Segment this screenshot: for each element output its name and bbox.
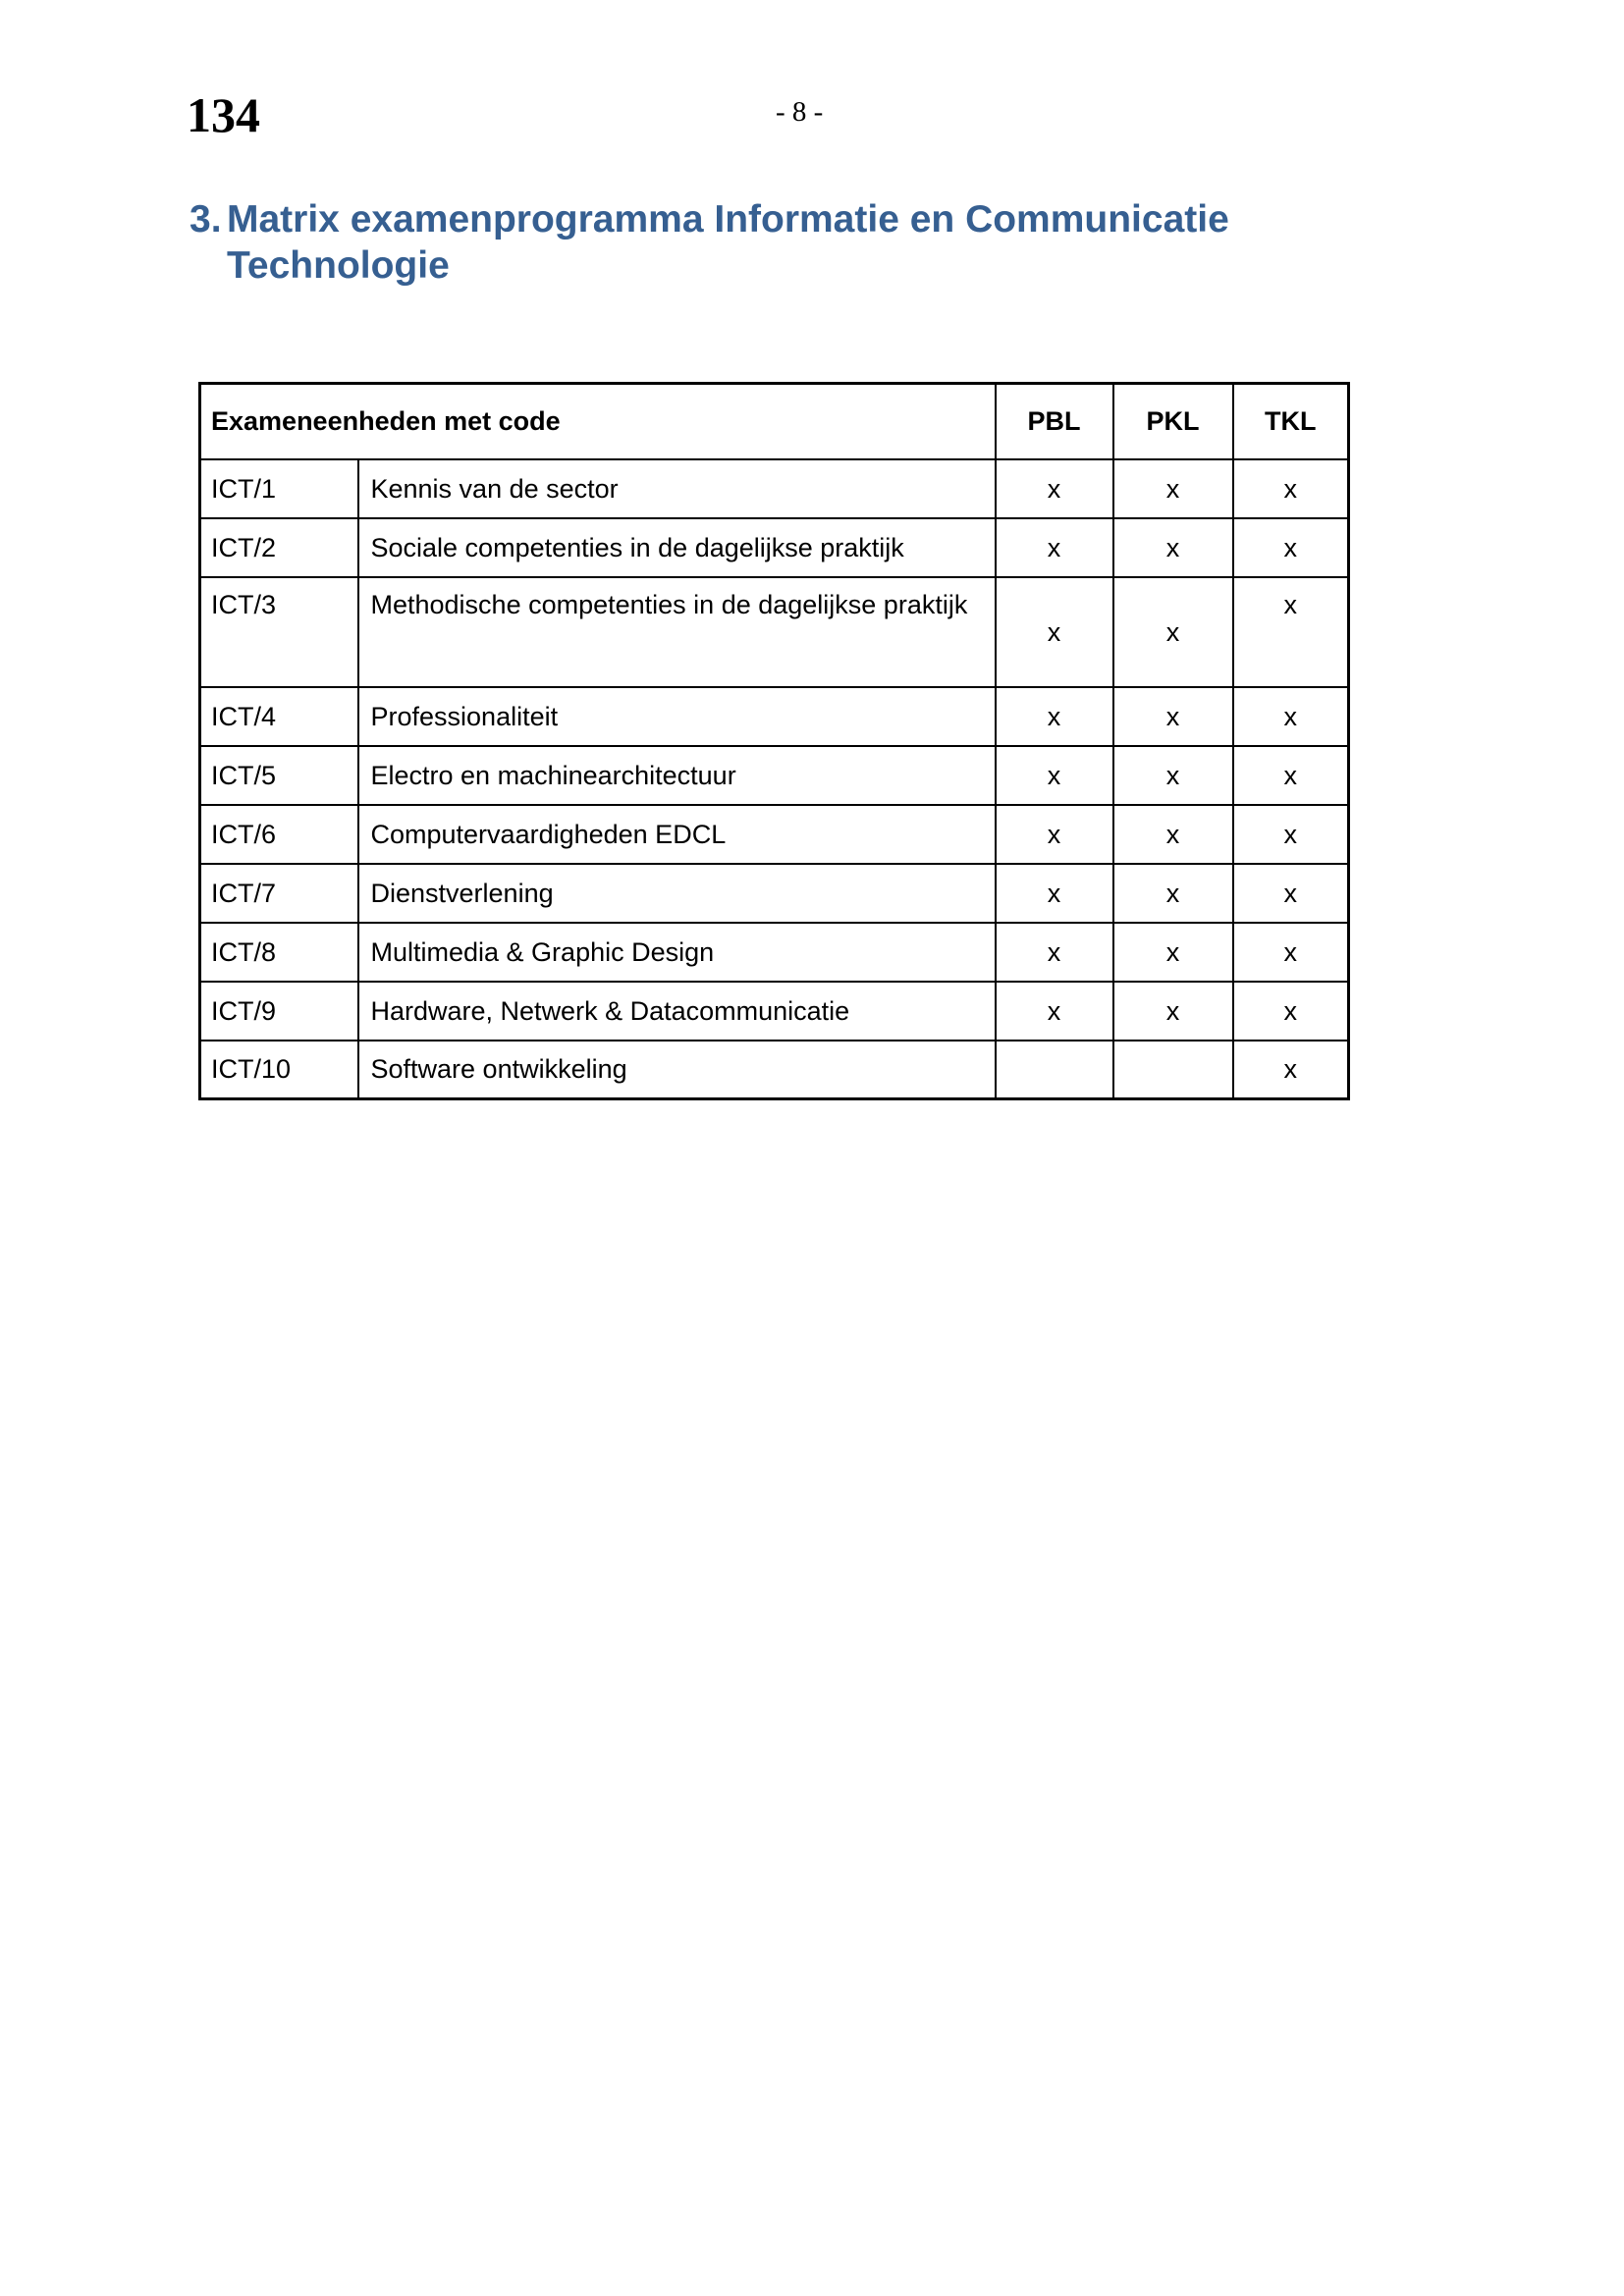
- col-header-pkl: PKL: [1113, 384, 1233, 459]
- pbl-mark-cell: [996, 1041, 1113, 1099]
- name-cell: Multimedia & Graphic Design: [358, 923, 996, 982]
- tkl-mark-cell: x: [1233, 982, 1349, 1041]
- pbl-mark-cell: x: [996, 805, 1113, 864]
- name-cell: Methodische competenties in de dagelijkse praktijk: [358, 577, 996, 687]
- table-row-ict5: [200, 746, 1349, 805]
- table-row-ict8: [200, 923, 1349, 982]
- pbl-mark-cell: x: [996, 518, 1113, 577]
- pkl-mark-cell: [1113, 1041, 1233, 1099]
- matrix-table: [198, 382, 1350, 1100]
- table-row-ict4: [200, 687, 1349, 746]
- pkl-mark-cell: x: [1113, 459, 1233, 518]
- code-cell: ICT/10: [200, 1041, 358, 1099]
- pbl-mark-cell: x: [996, 577, 1113, 687]
- code-cell: ICT/3: [200, 577, 358, 687]
- name-cell: Computervaardigheden EDCL: [358, 805, 996, 864]
- name-cell: Professionaliteit: [358, 687, 996, 746]
- tkl-mark-cell: x: [1233, 864, 1349, 923]
- col-header-exameneenheden: Exameneenheden met code: [200, 384, 996, 459]
- table-row-ict1: [200, 459, 1349, 518]
- pkl-mark-cell: x: [1113, 746, 1233, 805]
- table-row-ict2: [200, 518, 1349, 577]
- name-cell: Software ontwikkeling: [358, 1041, 996, 1099]
- table-row-ict9: [200, 982, 1349, 1041]
- pbl-mark-cell: x: [996, 923, 1113, 982]
- pbl-mark-cell: x: [996, 864, 1113, 923]
- pkl-mark-cell: x: [1113, 923, 1233, 982]
- name-cell: Dienstverlening: [358, 864, 996, 923]
- tkl-mark-cell: x: [1233, 459, 1349, 518]
- code-cell: ICT/5: [200, 746, 358, 805]
- pbl-mark-cell: x: [996, 982, 1113, 1041]
- code-cell: ICT/4: [200, 687, 358, 746]
- tkl-mark-cell: x: [1233, 518, 1349, 577]
- section-heading-line2: Technologie: [227, 244, 450, 287]
- tkl-mark-cell: x: [1233, 577, 1349, 687]
- code-cell: ICT/7: [200, 864, 358, 923]
- section-number: 3.: [189, 198, 222, 240]
- section-heading-text: [227, 196, 1229, 289]
- table-row-ict10: [200, 1041, 1349, 1099]
- pkl-mark-cell: x: [1113, 577, 1233, 687]
- pkl-mark-cell: x: [1113, 805, 1233, 864]
- code-cell: ICT/9: [200, 982, 358, 1041]
- code-cell: ICT/6: [200, 805, 358, 864]
- pkl-mark-cell: x: [1113, 687, 1233, 746]
- folio-number: 134: [187, 87, 260, 142]
- pbl-mark-cell: x: [996, 746, 1113, 805]
- section-heading: [189, 196, 1229, 289]
- name-cell: Kennis van de sector: [358, 459, 996, 518]
- page-number: - 8 -: [776, 96, 824, 128]
- tkl-mark-cell: x: [1233, 1041, 1349, 1099]
- pkl-mark-cell: x: [1113, 518, 1233, 577]
- pbl-mark-cell: x: [996, 459, 1113, 518]
- tkl-mark-cell: x: [1233, 805, 1349, 864]
- pbl-mark-cell: x: [996, 687, 1113, 746]
- code-cell: ICT/1: [200, 459, 358, 518]
- tkl-mark-cell: x: [1233, 687, 1349, 746]
- table-row-ict3: [200, 577, 1349, 687]
- pkl-mark-cell: x: [1113, 982, 1233, 1041]
- code-cell: ICT/8: [200, 923, 358, 982]
- col-header-tkl: TKL: [1233, 384, 1349, 459]
- section-heading-line1: Matrix examenprogramma Informatie en Communicatie: [227, 198, 1229, 240]
- tkl-mark-cell: x: [1233, 746, 1349, 805]
- col-header-pbl: PBL: [996, 384, 1113, 459]
- code-cell: ICT/2: [200, 518, 358, 577]
- table-header-row: [200, 384, 1349, 459]
- pkl-mark-cell: x: [1113, 864, 1233, 923]
- name-cell: Hardware, Netwerk & Datacommunicatie: [358, 982, 996, 1041]
- tkl-mark-cell: x: [1233, 923, 1349, 982]
- name-cell: Sociale competenties in de dagelijkse praktijk: [358, 518, 996, 577]
- name-cell: Electro en machinearchitectuur: [358, 746, 996, 805]
- table-row-ict7: [200, 864, 1349, 923]
- table-row-ict6: [200, 805, 1349, 864]
